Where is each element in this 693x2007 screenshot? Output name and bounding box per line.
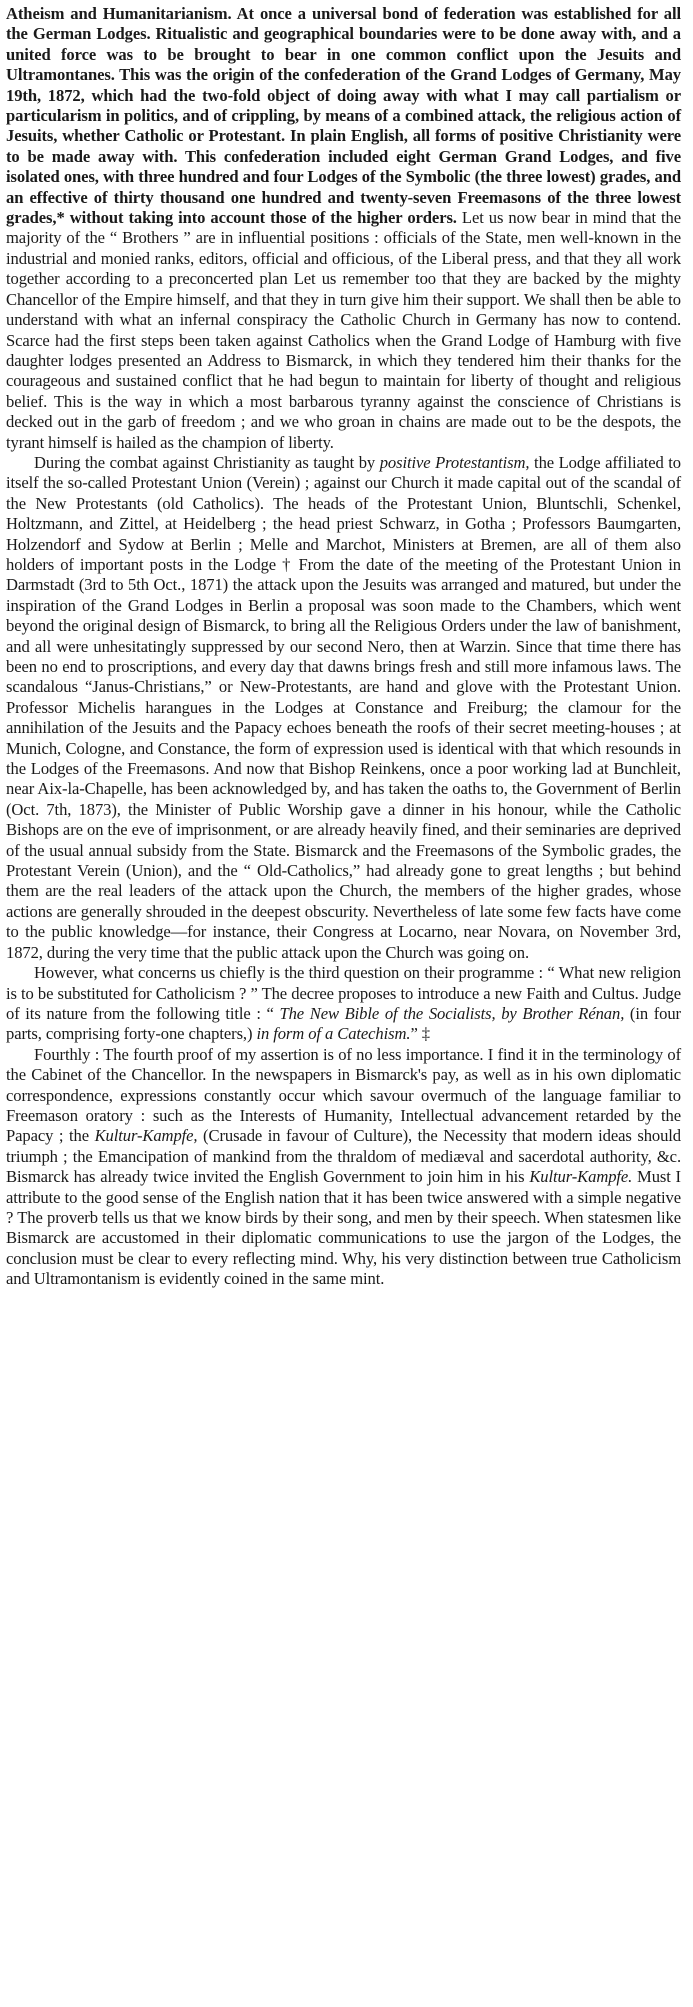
paragraph-4-italic-term-2: Kultur-Kampfe. [529,1167,633,1187]
paragraph-1-bold-opening: Atheism and Humanitarianism. At once a universal bond of federation was established for all the German Lodges. Ritualistic and geographical boundaries were to be done away with, and a united force was to be brought to bear in one common conflict upon the Jesuits and Ultramontanes. This was the origin of the confederation of the Grand Lodges of Germany, May 19th, 1872, which had the two-fold object of doing away with what I may call partialism or particularism in politics, and of crippling, by means of a combined attack, the religious action of Jesuits, whether Catholic or Protestant. In plain English, all forms of positive Christianity were to be made away with. This confederation included eight German Grand Lodges, and five isolated ones, with three hundred and four Lodges of the Symbolic (the three lowest) grades, and an effective of thirty thousand one hundred and twenty-seven Freemasons of the three lowest grades,* without taking into account those of the higher orders. [6,4,681,228]
paragraph-2-italic-phrase: positive Protestantism, [379,452,530,472]
paragraph-4-text-b: (Crusade in favour of Culture), the Necessity that modern ideas should triumph ; the Emancipation of mankind from the thraldom of mediæval and sacerdotal authority, &c. Bismarck has already twice invited the English Government to join him in his [6,1126,681,1187]
article-column [6,4,681,1290]
paragraph-3-italic-phrase: in form of a Catechism. [256,1024,411,1044]
paragraph-2-text-a: During the combat against Christianity as taught by [34,452,380,472]
paragraph-4 [6,1045,681,1290]
paragraph-4-text-a: Fourthly : The fourth proof of my assertion is of no less importance. I find it in the terminology of the Cabinet of the Chancellor. In the newspapers in Bismarck's pay, as well as in his own diplomatic correspondence, expressions constantly occur which savour overmuch of the language familiar to Freemason oratory : such as the Interests of Humanity, Intellectual advancement retarded by the Papacy ; the [6,1044,681,1146]
paragraph-3-text-c: ” ‡ [410,1024,430,1044]
paragraph-4-italic-term-1: Kultur-Kampfe, [94,1126,198,1146]
paragraph-1-body: Let us now bear in mind that the majority of the “ Brothers ” are in influential positions : officials of the State, men well-known in the industrial and monied ranks, editors, official and officious, of the Liberal press, and that they all work together according to a preconcerted plan Let us remember too that they are backed by the mighty Chancellor of the Empire himself, and that they in turn give him their support. We shall then be able to understand with what an infernal conspiracy the Catholic Church in Germany has now to contend. Scarce had the first steps been taken against Catholics when the Grand Lodge of Hamburg with five daughter lodges presented an Address to Bismarck, in which they tendered him their thanks for the courageous and sustained conflict that he had begun to maintain for liberty of thought and religious belief. This is the way in which a most barbarous tyranny against the conscience of Christians is decked out in the garb of freedom ; and we who groan in chains are made out to be the despots, the tyrant himself is hailed as the champion of liberty. [6,208,681,452]
paragraph-3-text-b: (in four parts, comprising forty-one chapters,) [6,1003,681,1044]
paragraph-4-text-c: Must I attribute to the good sense of the English nation that it has been twice answered with a simple negative ? The proverb tells us that we know birds by their song, and men by their speech. When statesmen like Bismarck are accustomed in their diplomatic communications to use the jargon of the Lodges, the conclusion must be clear to every reflecting mind. Why, his very distinction between true Catholicism and Ultramontanism is evidently coined in the same mint. [6,1167,681,1289]
paragraph-3 [6,963,681,1045]
paragraph-3-text-a: However, what concerns us chiefly is the third question on their programme : “ What new religion is to be substituted for Catholicism ? ” The decree proposes to introduce a new Faith and Cultus. Judge of its nature from the following title : “ [6,963,681,1023]
paragraph-2 [6,453,681,963]
paragraph-2-text-b: the Lodge affiliated to itself the so-called Protestant Union (Verein) ; against our Church it made capital out of the scandal of the New Protestants (old Catholics). The heads of the Protestant Union, Bluntschli, Schenkel, Holtzmann, and Zittel, at Heidelberg ; the head priest Schwarz, in Gotha ; Professors Baumgarten, Holzendorf and Sydow at Berlin ; Melle and Marchot, Ministers at Bremen, are all of them also holders of important posts in the Lodge † From the date of the meeting of the Protestant Union in Darmstadt (3rd to 5th Oct., 1871) the attack upon the Jesuits was arranged and matured, but under the inspiration of the Grand Lodges in Berlin a proposal was soon made to the Chambers, which went beyond the original design of Bismarck, to bring all the Religious Orders under the law of banishment, and all were unhesitatingly suppressed by our second Nero, then at Warzin. Since that time there has been no end to proscriptions, and every day that dawns brings fresh and still more infamous laws. The scandalous “Janus-Christians,” or New-Protestants, are hand and glove with the Protestant Union. Professor Michelis harangues in the Lodges at Constance and Freiburg; the clamour for the annihilation of the Jesuits and the Papacy echoes beneath the roofs of their secret meeting-houses ; at Munich, Cologne, and Constance, the form of expression used is identical with that which resounds in the Lodges of the Freemasons. And now that Bishop Reinkens, once a poor working lad at Bunchleit, near Aix-la-Chapelle, has been acknowledged by, and has taken the oaths to, the Government of Berlin (Oct. 7th, 1873), the Minister of Public Worship gave a dinner in his honour, while the Catholic Bishops are on the eve of imprisonment, or are already heavily fined, and their seminaries are deprived of the usual annual subsidy from the State. Bismarck and the Freemasons of the Symbolic grades, the Protestant Verein (Union), and the “ Old-Catholics,” had already gone to great lengths ; but behind them are the real leaders of the attack upon the Church, the members of the higher grades, whose actions are generally shrouded in the deepest obscurity. Nevertheless of late some few facts have come to the public knowledge—for instance, their Congress at Locarno, near Novara, on November 3rd, 1872, during the very time that the public attack upon the Church was going on. [6,452,681,962]
paragraph-1 [6,4,681,453]
paragraph-3-italic-title: The New Bible of the Socialists, by Brother Rénan, [279,1003,625,1023]
